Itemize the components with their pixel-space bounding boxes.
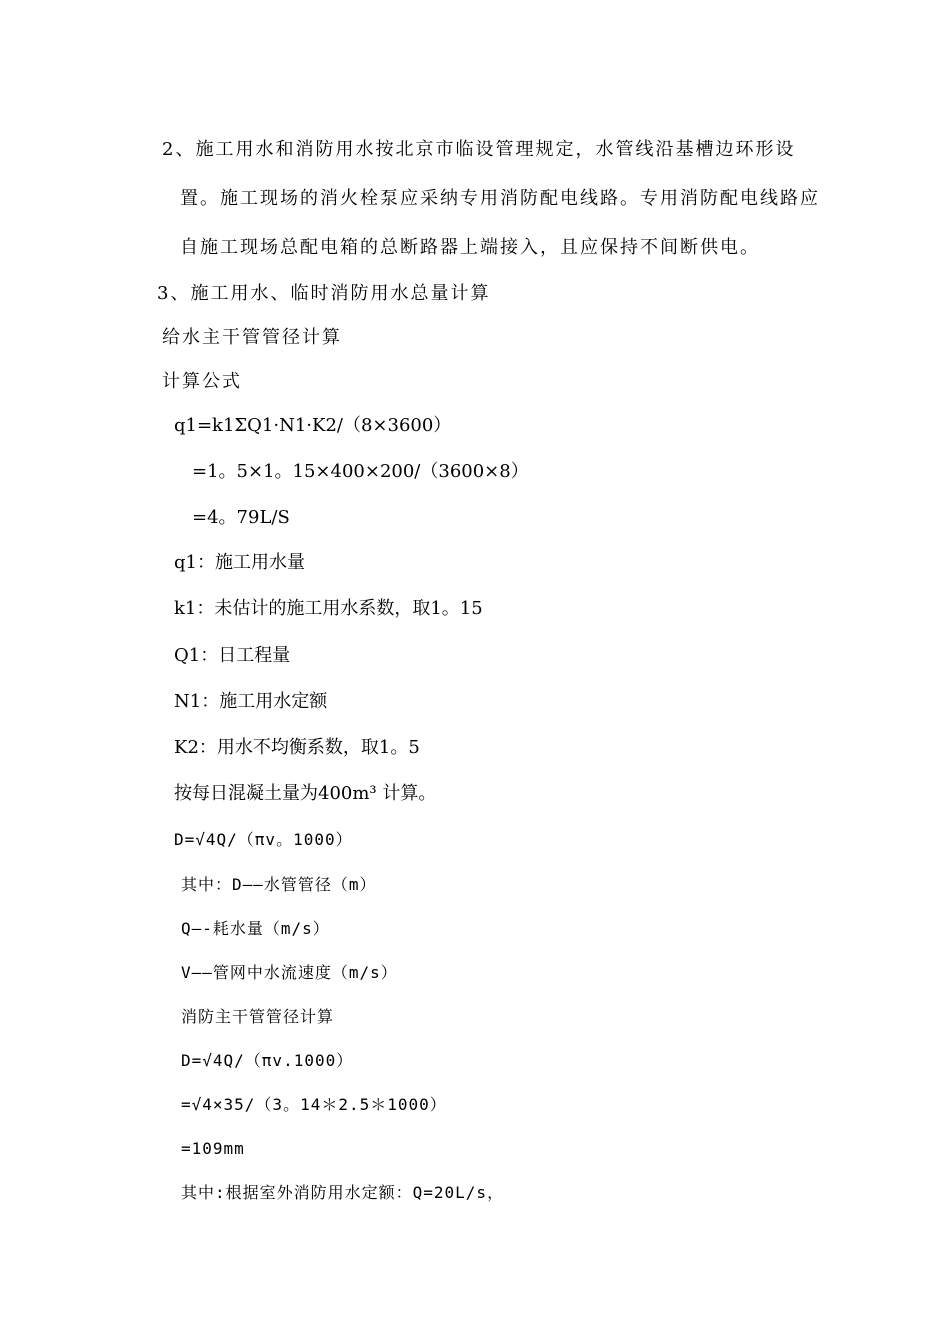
definition-N1: N1：施工用水定额 [174,691,328,712]
section-3-heading: 3、施工用水、临时消防用水总量计算 [157,283,491,304]
concrete-volume-note: 按每日混凝土量为400m³ 计算。 [174,783,437,804]
fire-formula-D: D=√4Q/（πv.1000） [181,1051,354,1070]
paragraph-2-line-2: 置。施工现场的消火栓泵应采纳专用消防配电线路。专用消防配电线路应 [180,188,820,209]
definition-Q1: Q1：日工程量 [174,645,291,666]
formula-q1-substitution: =1。5×1。15×400×200/（3600×8） [192,461,529,482]
definition-K2: K2：用水不均衡系数，取1。5 [174,737,420,758]
water-main-pipe-heading: 给水主干管管径计算 [162,327,342,348]
definition-q1: q1：施工用水量 [174,552,305,573]
fire-formula-substitution: =√4×35/（3。14＊2.5＊1000） [181,1095,447,1114]
formula-q1-result: =4。79L/S [192,507,290,528]
paragraph-2-line-3: 自施工现场总配电箱的总断路器上端接入，且应保持不间断供电。 [180,237,760,258]
fire-water-quota-note: 其中:根据室外消防用水定额：Q=20L/s， [181,1183,505,1202]
definition-Q: Q—-耗水量（m/s） [181,919,330,938]
fire-main-pipe-heading: 消防主干管管径计算 [181,1007,335,1026]
definition-V: V——管网中水流速度（m/s） [181,963,398,982]
paragraph-2-line-1: 2、施工用水和消防用水按北京市临设管理规定，水管线沿基槽边环形设 [162,139,796,160]
formula-heading: 计算公式 [162,371,242,392]
formula-q1: q1=k1ΣQ1·N1·K2/（8×3600） [174,415,452,436]
definition-D: 其中：D——水管管径（m） [181,875,377,894]
fire-formula-result: =109mm [181,1139,245,1158]
definition-k1: k1：未估计的施工用水系数，取1。15 [174,598,483,619]
formula-D: D=√4Q/（πv。1000） [174,830,353,849]
